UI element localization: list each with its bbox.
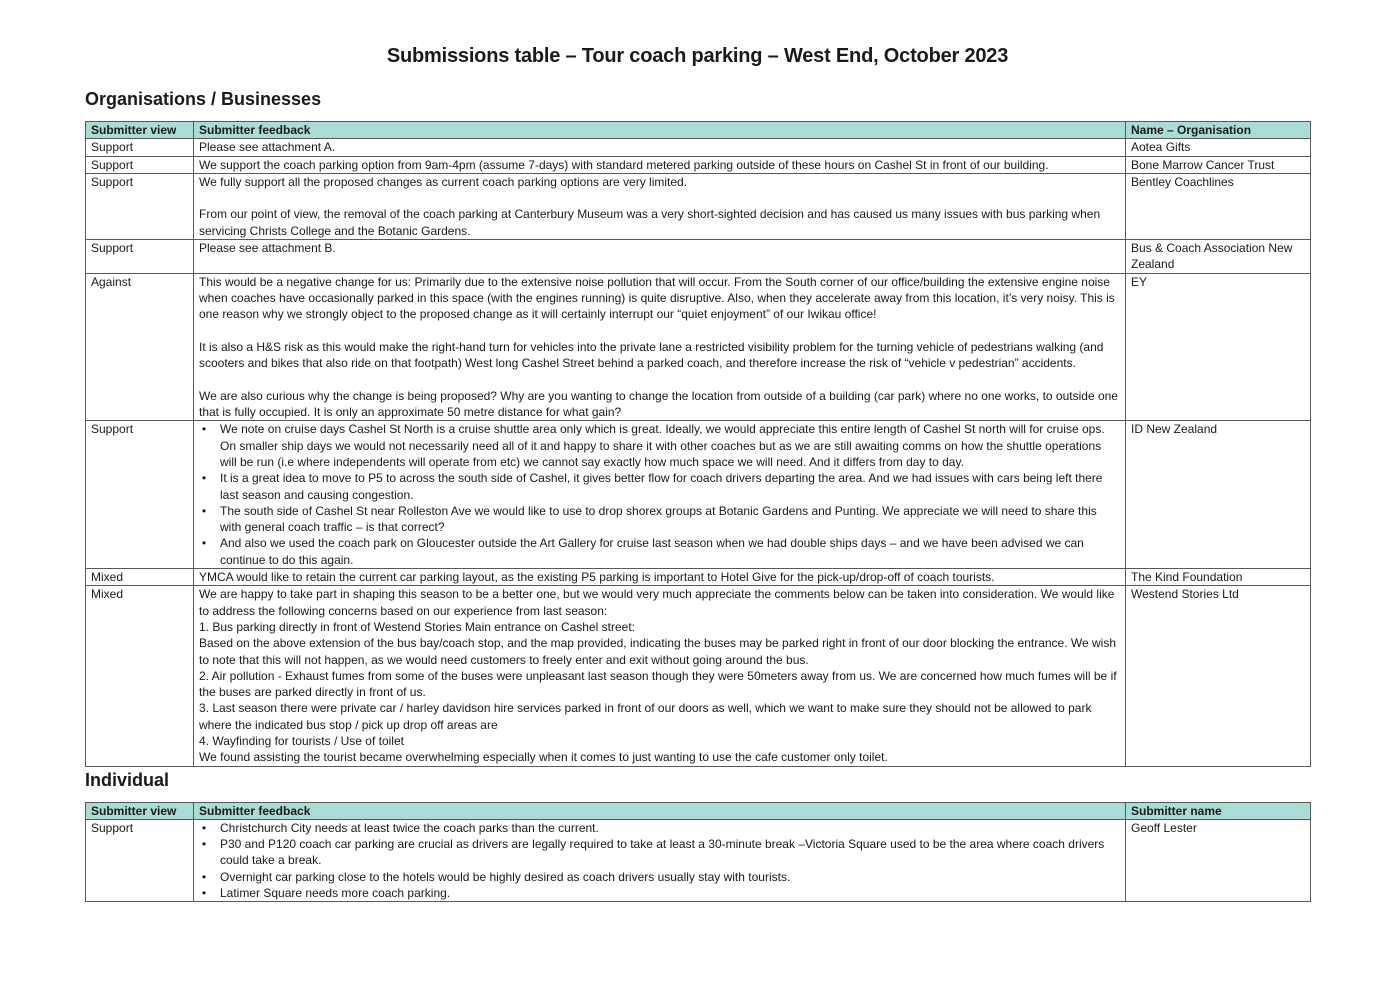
submitter-view-cell: Support [86, 421, 194, 569]
submitter-view-cell: Against [86, 273, 194, 421]
section-heading-individual: Individual [85, 769, 170, 790]
table-header-row [86, 802, 1311, 819]
table-row [86, 569, 1311, 586]
submitter-feedback-cell [194, 569, 1126, 586]
feedback-bullet-item: • P30 and P120 coach car parking are crucial as drivers are legally required to take at least a 30-minute break –Victoria Square used to be the area where coach drivers could take a break. [220, 836, 1120, 869]
column-header-feedback: Submitter feedback [194, 122, 1126, 139]
submitter-name-cell: EY [1126, 273, 1311, 421]
submitter-feedback-cell [194, 156, 1126, 173]
table-row [86, 273, 1311, 421]
submitter-feedback-cell [194, 240, 1126, 274]
table-row [86, 173, 1311, 239]
feedback-bullet-item: • Overnight car parking close to the hotels would be highly desired as coach drivers usually stay with tourists. [220, 869, 1120, 885]
table-row [86, 156, 1311, 173]
column-header-view: Submitter view [86, 122, 194, 139]
column-header-view: Submitter view [86, 802, 194, 819]
submitter-feedback-cell [194, 139, 1126, 156]
submitter-name-cell: Aotea Gifts [1126, 139, 1311, 156]
feedback-bullet-item: • We note on cruise days Cashel St North is a cruise shuttle area only which is great. Ideally, we would appreciate this entire length of Cashel St north will for cruise ops. On smaller ship days we would not necessarily need all of it and happy to share it with other coaches but as we are still awaiting comms on how the shuttle operations will be run (i.e where independents will operate from etc) we cannot say exactly how much space we will need. And it differs from day to day. [220, 421, 1120, 470]
submitter-name-cell: Bus & Coach Association New Zealand [1126, 240, 1311, 274]
submitter-feedback-cell [194, 586, 1126, 766]
submitter-name-cell: ID New Zealand [1126, 421, 1311, 569]
submitter-view-cell: Support [86, 173, 194, 239]
feedback-paragraph: Please see attachment A. [199, 140, 336, 155]
table-header-row [86, 122, 1311, 139]
submitter-name-cell: Bentley Coachlines [1126, 173, 1311, 239]
feedback-paragraph: We support the coach parking option from 9am-4pm (assume 7-days) with standard metered parking outside of these hours on Cashel St in front of our building. [199, 157, 1049, 172]
column-header-name: Name – Organisation [1126, 122, 1311, 139]
table-row [86, 421, 1311, 569]
feedback-bullet-item: • Christchurch City needs at least twice the coach parks than the current. [220, 820, 1120, 836]
submitter-name-cell: Westend Stories Ltd [1126, 586, 1311, 766]
submitter-view-cell: Mixed [86, 586, 194, 766]
table-row [86, 240, 1311, 274]
submitter-name-cell: Bone Marrow Cancer Trust [1126, 156, 1311, 173]
table-row [86, 586, 1311, 766]
feedback-bullet-list [199, 421, 1120, 568]
submitter-view-cell: Support [86, 240, 194, 274]
feedback-paragraph: Please see attachment B. [199, 241, 336, 256]
column-header-name: Submitter name [1126, 802, 1311, 819]
feedback-paragraph: This would be a negative change for us: Primarily due to the extensive noise pollution that will occur. From the South corner of our office/building the extensive engine noise when coaches have occasionally parked in this space (with the engines running) is quite disruptive. Also, when they accelerate away from this location, it’s very noisy. This is one reason why we strongly object to the proposed change as it will certainly interrupt our “quiet enjoyment” of our Iwikau office! [199, 274, 1115, 322]
submitter-view-cell: Support [86, 156, 194, 173]
submitter-view-cell: Mixed [86, 569, 194, 586]
feedback-bullet-item: • And also we used the coach park on Gloucester outside the Art Gallery for cruise last season when we had double ships days – and we have been advised we can continue to do this again. [220, 535, 1120, 568]
feedback-paragraph: YMCA would like to retain the current car parking layout, as the existing P5 parking is important to Hotel Give for the pick-up/drop-off of coach tourists. [199, 570, 995, 585]
document-title: Submissions table – Tour coach parking – West End, October 2023 [386, 45, 1009, 67]
feedback-bullet-item: • It is a great idea to move to P5 to across the south side of Cashel, it gives better flow for coach drivers departing the area. And we had issues with cars being left there last season and causing congestion. [220, 470, 1120, 503]
feedback-bullet-list [199, 820, 1120, 901]
submitter-feedback-cell [194, 819, 1126, 901]
submitter-view-cell: Support [86, 139, 194, 156]
individual-table [85, 802, 1311, 903]
submitter-feedback-cell [194, 273, 1126, 421]
feedback-paragraph: We fully support all the proposed changes as current coach parking options are very limited. [199, 174, 688, 189]
submitter-feedback-cell [194, 173, 1126, 239]
submitter-name-cell: The Kind Foundation [1126, 569, 1311, 586]
feedback-paragraph: From our point of view, the removal of the coach parking at Canterbury Museum was a very short-sighted decision and has caused us many issues with bus parking when servicing Christs College and the Botanic Gardens. [199, 207, 1101, 238]
submitter-view-cell: Support [86, 819, 194, 901]
feedback-paragraph: We are happy to take part in shaping this season to be a better one, but we would very much appreciate the comments below can be taken into consideration. We would like to address the following concerns based on our experience from last season: 1. Bus parking directly in front of Westend Stories Main entrance on Cashel street: Based on the above extension of the bus bay/coach stop, and the map provided, indicating the buses may be parked right in front of our door blocking the entrance. We wish to note that this will not happen, as we would need customers to freely enter and exit without going around the bus. 2. Air pollution - Exhaust fumes from some of the buses were unpleasant last season though they were 50meters away from us. We are concerned how much fumes will be if the buses are parked directly in front of us. 3. Last season there were private car / harley davidson hire services parked in front of our doors as well, which we want to make sure they should not be allowed to park where the indicated bus stop / pick up drop off areas are 4. Wayfinding for tourists / Use of toilet We found assisting the tourist became overwhelming especially when it comes to just wanting to use the cafe customer only toilet. [199, 587, 1117, 765]
submitter-feedback-cell [194, 421, 1126, 569]
organisations-table [85, 121, 1311, 767]
table-row [86, 139, 1311, 156]
submitter-name-cell: Geoff Lester [1126, 819, 1311, 901]
column-header-feedback: Submitter feedback [194, 802, 1126, 819]
feedback-paragraph: It is also a H&S risk as this would make the right-hand turn for vehicles into the private lane a restricted visibility problem for the turning vehicle of pedestrians walking (and scooters and bikes that also ride on that footpath) West long Cashel Street behind a parked coach, and therefore increase the risk of “vehicle v pedestrian” accidents. [199, 339, 1104, 371]
table-row [86, 819, 1311, 901]
feedback-bullet-item: • The south side of Cashel St near Rolleston Ave we would like to use to drop shorex groups at Botanic Gardens and Punting. We appreciate we will need to share this with general coach traffic – is that correct? [220, 503, 1120, 536]
section-heading-organisations: Organisations / Businesses [85, 89, 322, 109]
feedback-paragraph: We are also curious why the change is being proposed? Why are you wanting to change the location from outside of a building (car park) where no one works, to outside one that is fully occupied. It is only an approximate 50 metre distance for what gain? [199, 388, 1118, 420]
feedback-bullet-item: • Latimer Square needs more coach parking. [220, 885, 1120, 901]
